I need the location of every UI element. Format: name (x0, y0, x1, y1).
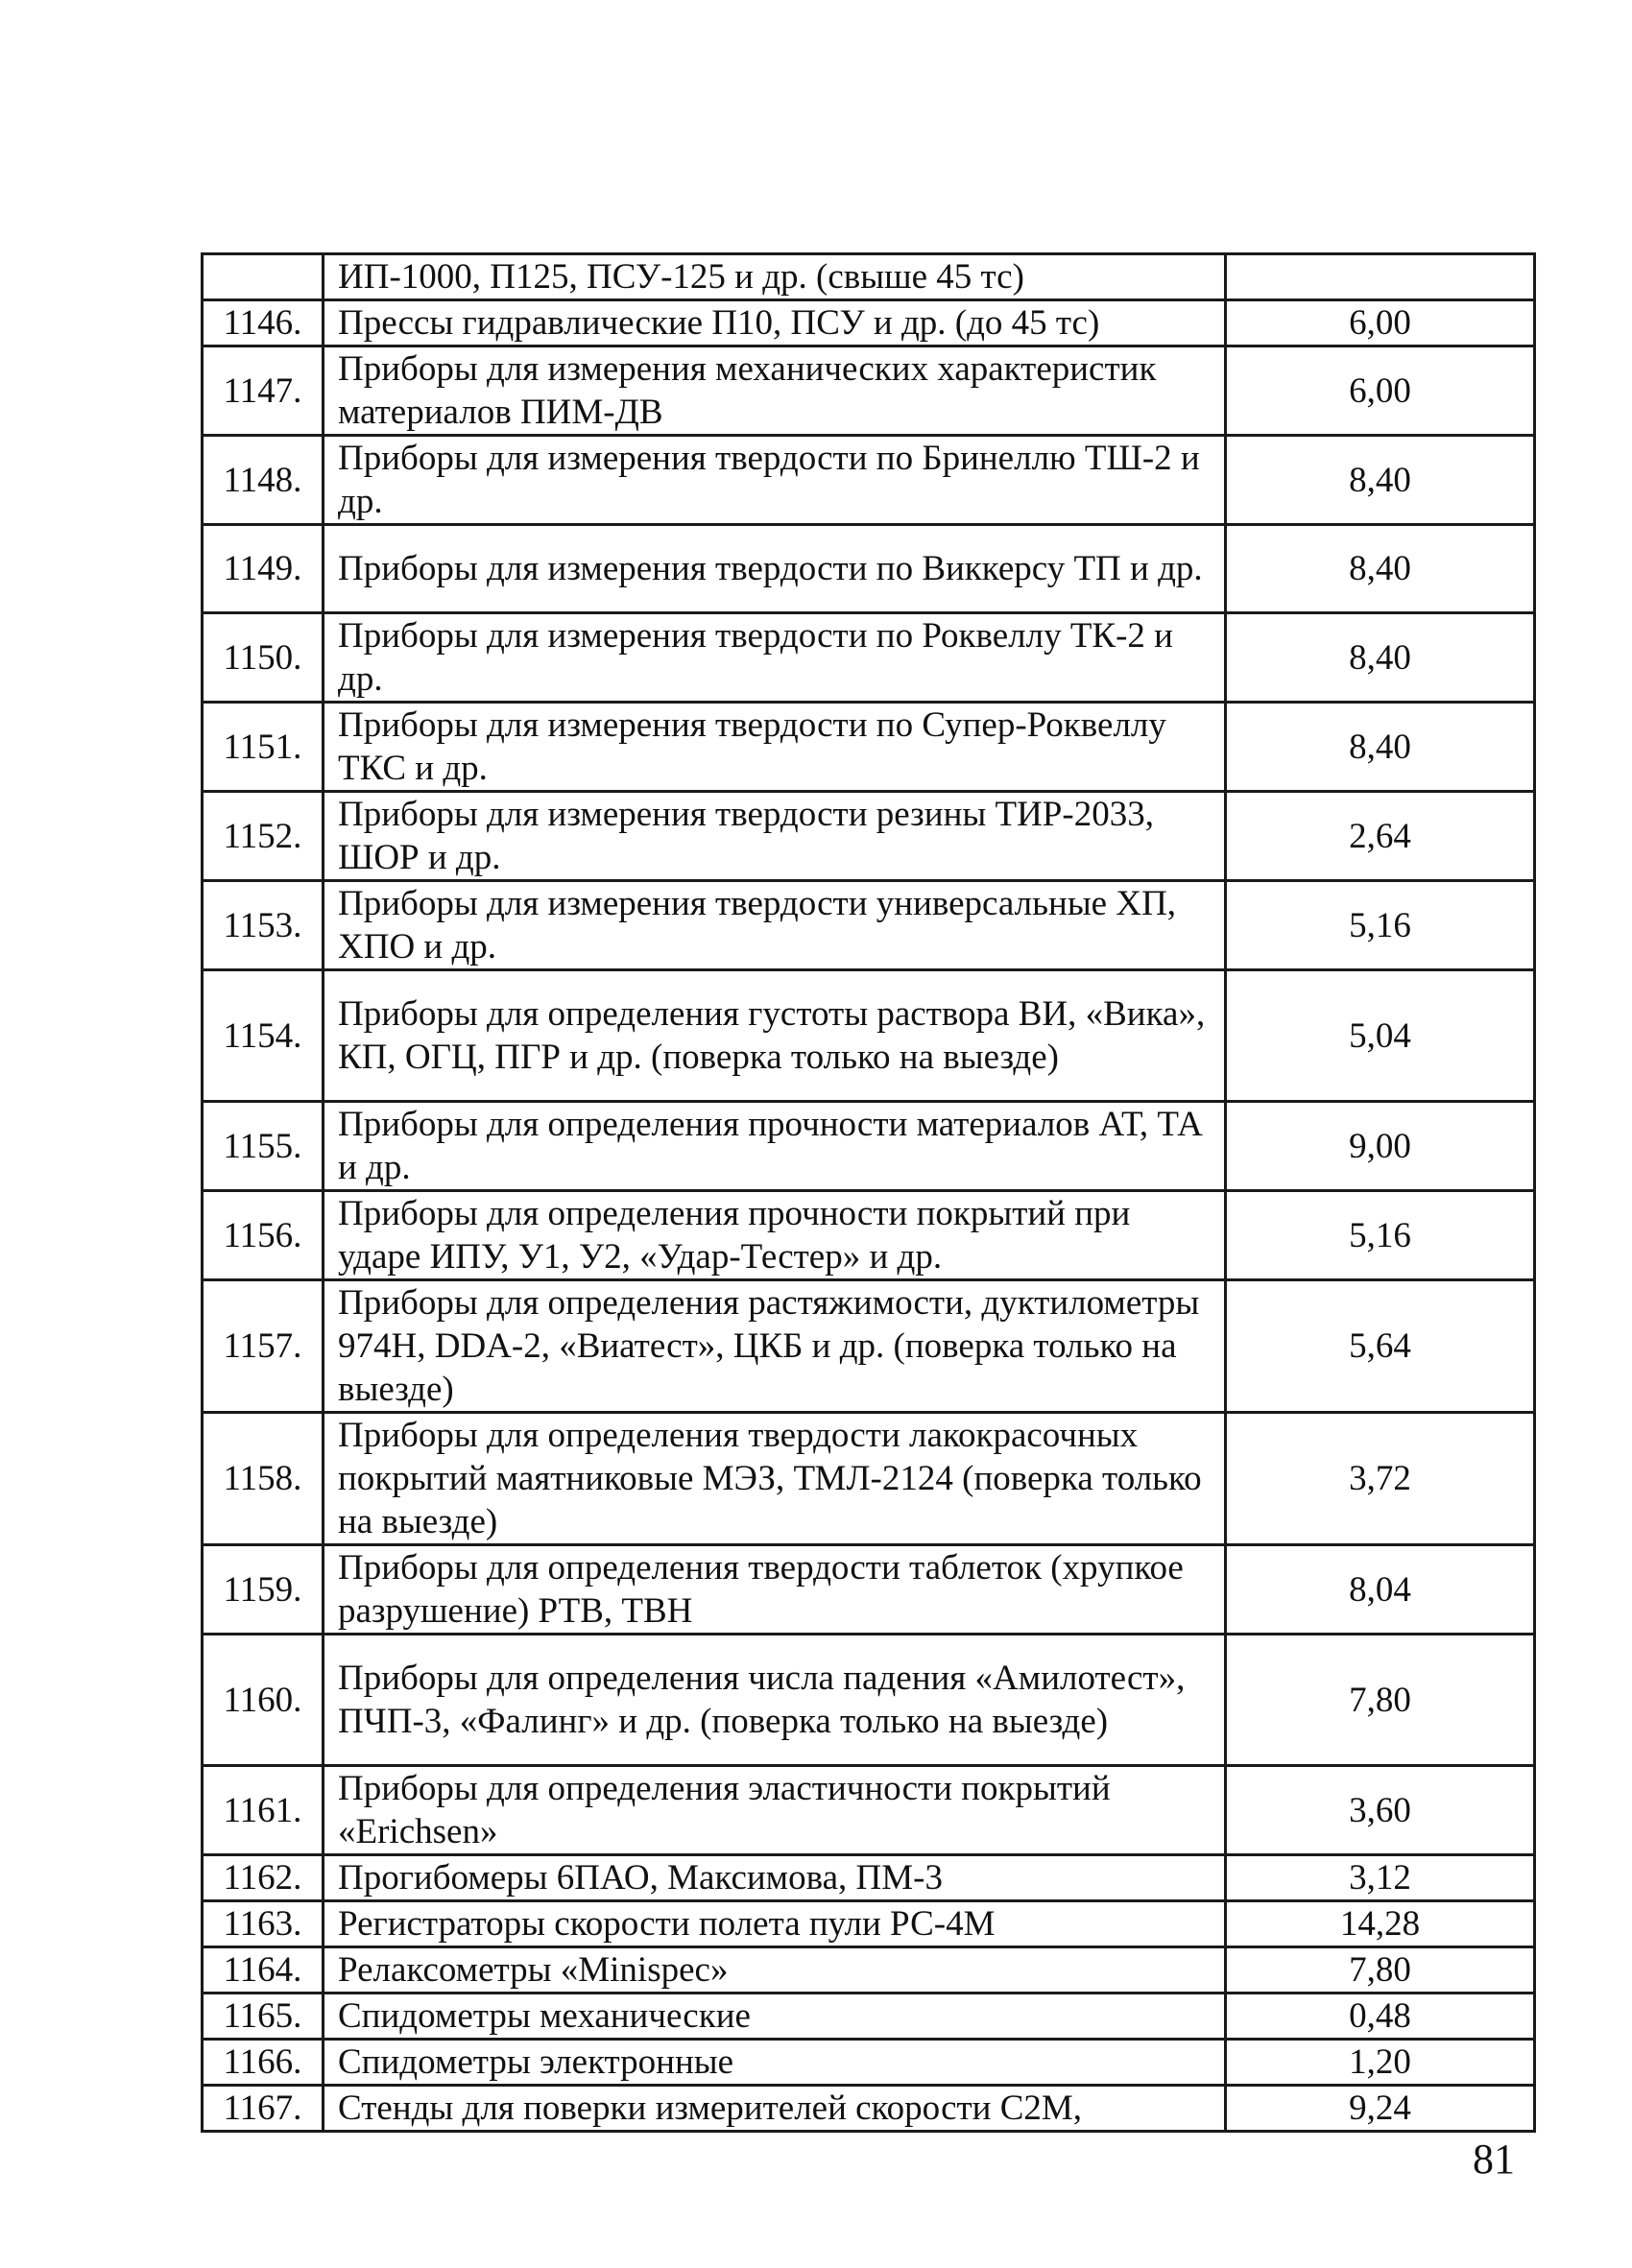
table-body (203, 254, 1535, 2132)
value-cell: 8,04 (1226, 1545, 1535, 1635)
value-cell: 2,64 (1226, 792, 1535, 881)
table-row (203, 300, 1535, 346)
value-cell: 5,16 (1226, 881, 1535, 970)
table-row (203, 1635, 1535, 1766)
row-number-cell: 1162. (203, 1855, 324, 1901)
value-cell: 9,24 (1226, 2086, 1535, 2132)
description-cell: ИП-1000, П125, ПСУ-125 и др. (свыше 45 тс) (324, 254, 1226, 300)
value-cell: 3,60 (1226, 1766, 1535, 1855)
table-row (203, 1855, 1535, 1901)
description-cell: Спидометры электронные (324, 2040, 1226, 2086)
description-cell: Приборы для измерения твердости по Бринеллю ТШ-2 и др. (324, 436, 1226, 525)
table-row (203, 703, 1535, 792)
row-number-cell (203, 254, 324, 300)
row-number-cell: 1147. (203, 346, 324, 436)
table-row (203, 2040, 1535, 2086)
page-number: 81 (1473, 2136, 1515, 2183)
table-row (203, 2086, 1535, 2132)
value-cell: 3,72 (1226, 1413, 1535, 1545)
value-cell: 3,12 (1226, 1855, 1535, 1901)
row-number-cell: 1163. (203, 1901, 324, 1947)
value-cell: 14,28 (1226, 1901, 1535, 1947)
row-number-cell: 1159. (203, 1545, 324, 1635)
row-number-cell: 1152. (203, 792, 324, 881)
table-row (203, 1191, 1535, 1280)
row-number-cell: 1156. (203, 1191, 324, 1280)
description-cell: Приборы для определения растяжимости, дуктилометры 974Н, DDA-2, «Виатест», ЦКБ и др. (поверка только на выезде) (324, 1280, 1226, 1413)
row-number-cell: 1161. (203, 1766, 324, 1855)
description-cell: Прессы гидравлические П10, ПСУ и др. (до 45 тс) (324, 300, 1226, 346)
value-cell: 7,80 (1226, 1947, 1535, 1993)
description-cell: Регистраторы скорости полета пули РС-4М (324, 1901, 1226, 1947)
value-cell: 9,00 (1226, 1102, 1535, 1191)
table-row (203, 970, 1535, 1102)
description-cell: Приборы для определения твердости лакокрасочных покрытий маятниковые МЭЗ, ТМЛ-2124 (поверка только на выезде) (324, 1413, 1226, 1545)
row-number-cell: 1150. (203, 613, 324, 703)
row-number-cell: 1167. (203, 2086, 324, 2132)
table-row (203, 1901, 1535, 1947)
row-number-cell: 1160. (203, 1635, 324, 1766)
row-number-cell: 1158. (203, 1413, 324, 1545)
value-cell: 1,20 (1226, 2040, 1535, 2086)
description-cell: Приборы для измерения твердости по Виккерсу ТП и др. (324, 525, 1226, 613)
description-cell: Приборы для измерения механических характеристик материалов ПИМ-ДВ (324, 346, 1226, 436)
row-number-cell: 1146. (203, 300, 324, 346)
value-cell: 8,40 (1226, 613, 1535, 703)
description-cell: Спидометры механические (324, 1993, 1226, 2040)
row-number-cell: 1157. (203, 1280, 324, 1413)
value-cell: 8,40 (1226, 525, 1535, 613)
row-number-cell: 1151. (203, 703, 324, 792)
value-cell: 0,48 (1226, 1993, 1535, 2040)
value-cell: 8,40 (1226, 703, 1535, 792)
row-number-cell: 1148. (203, 436, 324, 525)
description-cell: Стенды для поверки измерителей скорости С2М, (324, 2086, 1226, 2132)
row-number-cell: 1153. (203, 881, 324, 970)
table-row (203, 1993, 1535, 2040)
description-cell: Приборы для измерения твердости по Роквеллу ТК-2 и др. (324, 613, 1226, 703)
row-number-cell: 1149. (203, 525, 324, 613)
description-cell: Приборы для определения твердости таблеток (хрупкое разрушение) РТВ, ТВН (324, 1545, 1226, 1635)
description-cell: Релаксометры «Minispec» (324, 1947, 1226, 1993)
table-row (203, 1766, 1535, 1855)
table-row (203, 525, 1535, 613)
value-cell: 5,16 (1226, 1191, 1535, 1280)
value-cell: 5,04 (1226, 970, 1535, 1102)
table-row (203, 1545, 1535, 1635)
row-number-cell: 1154. (203, 970, 324, 1102)
row-number-cell: 1165. (203, 1993, 324, 2040)
row-number-cell: 1166. (203, 2040, 324, 2086)
value-cell: 7,80 (1226, 1635, 1535, 1766)
description-cell: Приборы для определения числа падения «Амилотест», ПЧП-3, «Фалинг» и др. (поверка только на выезде) (324, 1635, 1226, 1766)
table-row (203, 1102, 1535, 1191)
value-cell: 8,40 (1226, 436, 1535, 525)
description-cell: Приборы для определения прочности материалов АТ, ТА и др. (324, 1102, 1226, 1191)
table-row (203, 254, 1535, 300)
table-row (203, 1947, 1535, 1993)
description-cell: Приборы для измерения твердости по Супер-Роквеллу ТКС и др. (324, 703, 1226, 792)
table-row (203, 881, 1535, 970)
row-number-cell: 1164. (203, 1947, 324, 1993)
value-cell (1226, 254, 1535, 300)
table-row (203, 436, 1535, 525)
table-row (203, 346, 1535, 436)
price-table (201, 252, 1536, 2133)
table-row (203, 792, 1535, 881)
table-row (203, 1280, 1535, 1413)
description-cell: Приборы для определения густоты раствора ВИ, «Вика», КП, ОГЦ, ПГР и др. (поверка только на выезде) (324, 970, 1226, 1102)
value-cell: 5,64 (1226, 1280, 1535, 1413)
table-row (203, 613, 1535, 703)
value-cell: 6,00 (1226, 346, 1535, 436)
value-cell: 6,00 (1226, 300, 1535, 346)
description-cell: Приборы для определения прочности покрытий при ударе ИПУ, У1, У2, «Удар-Тестер» и др. (324, 1191, 1226, 1280)
table-row (203, 1413, 1535, 1545)
description-cell: Приборы для определения эластичности покрытий «Erichsen» (324, 1766, 1226, 1855)
row-number-cell: 1155. (203, 1102, 324, 1191)
description-cell: Приборы для измерения твердости резины ТИР-2033, ШОР и др. (324, 792, 1226, 881)
description-cell: Прогибомеры 6ПАО, Максимова, ПМ-3 (324, 1855, 1226, 1901)
description-cell: Приборы для измерения твердости универсальные ХП, ХПО и др. (324, 881, 1226, 970)
